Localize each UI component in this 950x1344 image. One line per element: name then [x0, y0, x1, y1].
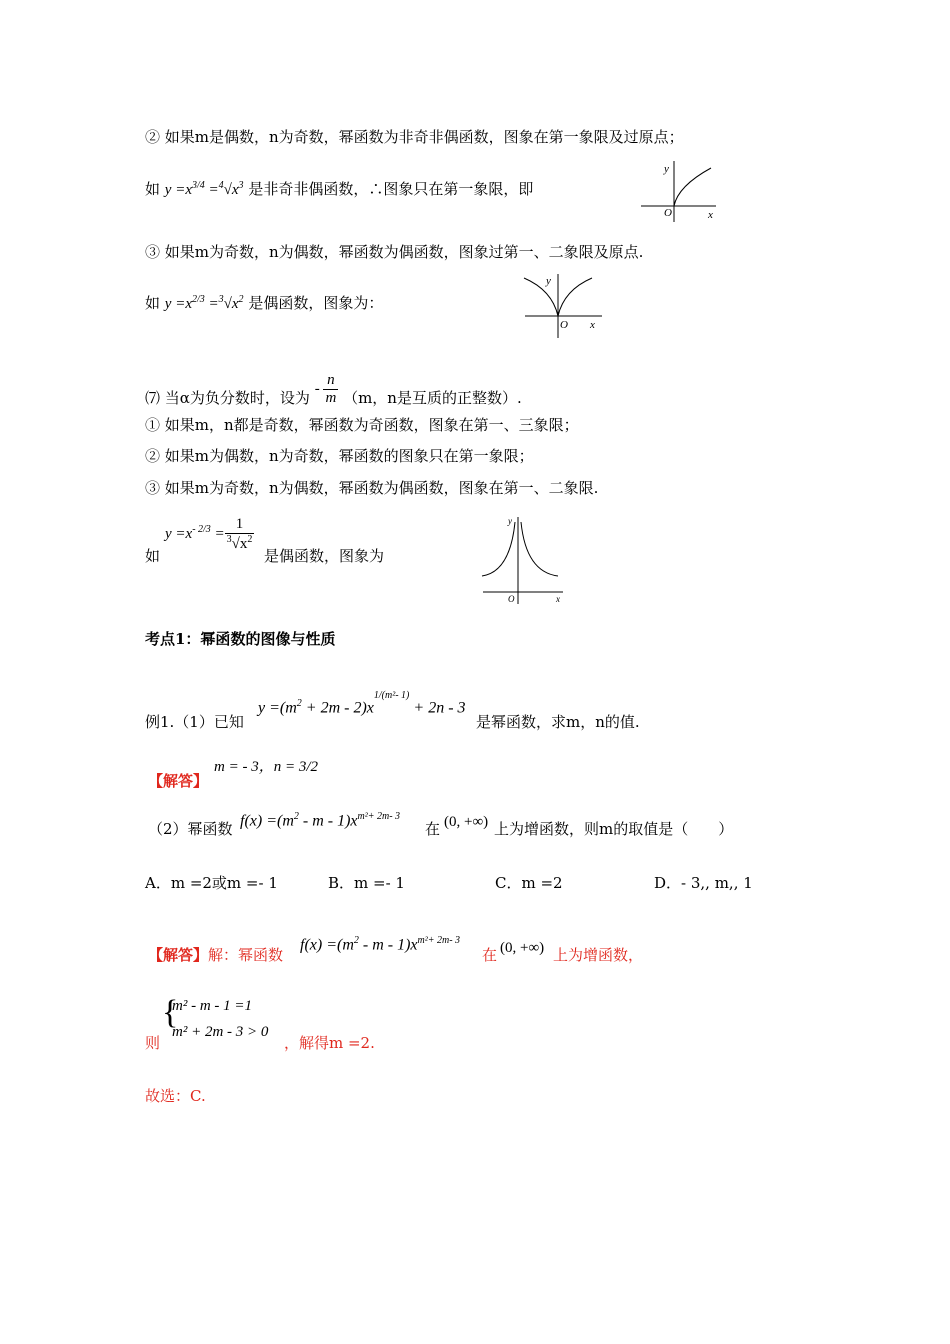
line4-prefix: 如 [145, 294, 161, 312]
text-line-5 [145, 372, 522, 417]
solve-result: ，解得m =2. [284, 1034, 375, 1052]
graph-first-quadrant [636, 156, 726, 226]
line5-suffix: （m，n是互质的正整数）. [343, 388, 522, 407]
formula-x-two-thirds: $y =x^{2/3} =^3√x^2$ [164, 294, 244, 312]
q2-prefix: （2）幂函数 [148, 820, 233, 838]
formula-example1: $y =(m^2 + 2m - 2)x^{1/(m^2- 1)} + 2n - 3$ [258, 690, 466, 717]
formula-x-three-quarters: $y =x^{3/4} =^4√x^3$ [164, 180, 244, 198]
graph-negative-power [478, 512, 568, 607]
text-line-7: ② 如果m为偶数，n为奇数，幂函数的图象只在第一象限； [145, 447, 534, 465]
text-line-1: ② 如果m是偶数，n为奇数，幂函数为非奇非偶函数，图象在第一象限及过原点； [145, 128, 684, 146]
option-d[interactable]: D．- 3,, m,, 1 [654, 874, 753, 892]
solution-post: 上为增函数， [553, 946, 644, 964]
graph2-o-label: O [560, 319, 568, 331]
text-line-9-suffix: 是偶函数，图象为 [264, 547, 385, 565]
solution-line [148, 944, 283, 965]
graph1-o-label: O [664, 207, 672, 219]
option-b[interactable]: B．m =- 1 [328, 874, 405, 892]
fraction-neg-n-over-m: - $\frac{n}{m}$ [314, 372, 337, 406]
option-c[interactable]: C．m =2 [495, 874, 563, 892]
graph3-o-label: O [508, 594, 515, 604]
formula-q2: $f(x) =(m^2 - m - 1)x^{m^2+ 2m- 3}$ [240, 811, 401, 830]
example1-label: 例1.（1）已知 [145, 713, 244, 731]
text-line-8: ③ 如果m为奇数，n为偶数，幂函数为偶函数，图象在第一、二象限. [145, 479, 599, 497]
graph1-y-label: y [664, 163, 669, 175]
graph-even-origin [520, 270, 610, 342]
graph3-x-label: x [556, 594, 560, 604]
solution-tag: 【解答】 [148, 946, 209, 964]
then-label: 则 [145, 1034, 161, 1052]
line2-prefix: 如 [145, 180, 161, 198]
graph2-y-label: y [546, 275, 551, 287]
text-line-2 [145, 178, 533, 199]
option-a[interactable]: A．m =2或m =- 1 [145, 874, 278, 892]
system-brace: { [162, 994, 179, 1031]
text-line-4 [145, 292, 383, 313]
text-line-9-prefix: 如 [145, 547, 161, 565]
graph3-y-label: y [508, 516, 512, 526]
formula-solution: $f(x) =(m^2 - m - 1)x^{m^2+ 2m- 3}$ [300, 935, 461, 954]
example1-tail: 是幂函数，求m，n的值. [476, 713, 640, 731]
graph1-x-label: x [708, 209, 713, 221]
final-choice: 故选：C. [145, 1087, 206, 1105]
text-line-3: ③ 如果m为奇数，n为偶数，幂函数为偶函数，图象过第一、二象限及原点. [145, 243, 644, 261]
interval-solution: (0, +∞) [500, 940, 545, 956]
q2-post: 上为增函数，则m的取值是（ ） [494, 820, 734, 838]
system-eq-2: m² + 2m - 3 > 0 [172, 1024, 269, 1040]
answer-tag-1: 【解答】 [148, 772, 209, 790]
solution-mid: 在 [482, 946, 498, 964]
answer-value-1: m = - 3，n = 3/2 [214, 759, 318, 775]
solution-text: 解：幂函数 [208, 946, 284, 964]
interval-q2: (0, +∞) [444, 814, 489, 830]
graph2-x-label: x [590, 319, 595, 331]
formula-x-neg-two-thirds: $y =x^{- 2/3}$ = $\frac{1}{^3√x^2}$ [165, 516, 253, 552]
q2-mid: 在 [425, 820, 441, 838]
section-title: 考点1：幂函数的图像与性质 [145, 630, 336, 648]
line5-prefix: ⑺ 当α为负分数时，设为 [145, 388, 310, 407]
line2-suffix: 是非奇非偶函数，∴图象只在第一象限，即 [248, 180, 534, 198]
text-line-6: ① 如果m，n都是奇数，幂函数为奇函数，图象在第一、三象限； [145, 416, 579, 434]
system-eq-1: m² - m - 1 =1 [172, 998, 253, 1014]
line4-suffix: 是偶函数，图象为： [248, 294, 384, 312]
